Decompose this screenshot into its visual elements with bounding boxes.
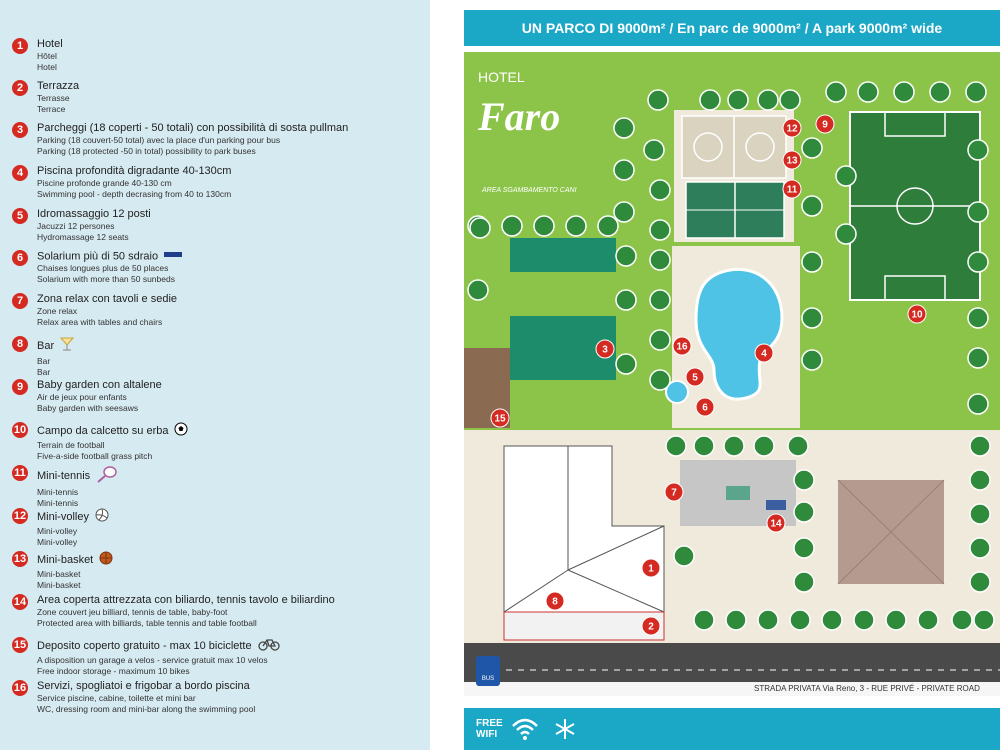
- legend-title: [37, 422, 188, 440]
- legend-number-marker: 16: [13, 682, 27, 694]
- tree-icon: [758, 90, 778, 110]
- terrace: [504, 612, 664, 640]
- tree-icon: [616, 290, 636, 310]
- legend-title-text: Idromassaggio 12 posti: [37, 208, 151, 220]
- legend-text: [37, 422, 188, 462]
- tree-icon: [616, 246, 636, 266]
- legend-title-text: Servizi, spogliatoi e frigobar a bordo piscina: [37, 680, 250, 692]
- map-marker-15: [491, 409, 509, 427]
- legend-french: Jacuzzi 12 persones: [37, 221, 115, 231]
- map-banner: UN PARCO DI 9000m² / En parc de 9000m² / A park 9000m² wide: [464, 10, 1000, 46]
- map-marker-5: [686, 368, 704, 386]
- legend-english: Hotel: [37, 62, 57, 72]
- legend-english: Protected area with billiards, table tennis and table football: [37, 618, 257, 628]
- legend-english: Mini-volley: [37, 537, 78, 547]
- legend-title: [37, 122, 348, 135]
- tree-icon: [802, 252, 822, 272]
- tree-icon: [566, 216, 586, 236]
- tree-icon: [968, 252, 988, 272]
- legend-english: Five-a-side football grass pitch: [37, 451, 153, 461]
- tree-icon: [648, 90, 668, 110]
- road-label: STRADA PRIVATA Via Reno, 3 - RUE PRIVÉ - PRIVATE ROAD: [754, 684, 980, 693]
- legend-title-text: Parcheggi (18 coperti - 50 totali) con possibilità di sosta pullman: [37, 122, 349, 134]
- tree-icon: [970, 436, 990, 456]
- map-marker-number: 10: [911, 309, 923, 321]
- legend-title-text: Mini-volley: [37, 510, 89, 523]
- tree-icon: [968, 394, 988, 414]
- legend-title-text: Zona relax con tavoli e sedie: [37, 293, 178, 305]
- legend-french: Terrain de football: [37, 440, 105, 450]
- cocktail-icon: [60, 336, 74, 356]
- tree-icon: [790, 610, 810, 630]
- legend-french: Zone couvert jeu billiard, tennis de table, baby-foot: [37, 607, 228, 617]
- legend-title: [37, 594, 335, 607]
- legend-number-marker: 12: [13, 510, 27, 522]
- tree-icon: [650, 370, 670, 390]
- legend-text: [37, 122, 348, 157]
- map-marker-16: [673, 337, 691, 355]
- legend-number-marker: 10: [13, 424, 27, 436]
- legend-french: Chaises longues plus de 50 places: [37, 263, 169, 274]
- tree-icon: [970, 470, 990, 490]
- map-marker-6: [696, 398, 714, 416]
- tree-icon: [794, 538, 814, 558]
- legend-title: [37, 336, 74, 356]
- legend-panel: [0, 0, 430, 750]
- tree-icon: [974, 610, 994, 630]
- legend-text: [37, 465, 118, 509]
- legend-number-marker: 7: [12, 293, 28, 309]
- legend-french: A disposition un garage a velos - service gratuit max 10 velos: [37, 655, 268, 665]
- legend-french: Service piscine, cabine, toilette et mini bar: [37, 693, 196, 703]
- map-marker-number: 13: [786, 155, 798, 167]
- map-marker-13: [783, 151, 801, 169]
- legend-title-text: Mini-basket: [37, 553, 94, 566]
- tree-icon: [614, 160, 634, 180]
- tree-icon: [726, 610, 746, 630]
- tree-icon: [616, 354, 636, 374]
- tree-icon: [894, 82, 914, 102]
- tree-icon: [858, 82, 878, 102]
- legend-title: [37, 465, 118, 487]
- tree-icon: [614, 202, 634, 222]
- map-marker-number: 1: [648, 563, 654, 575]
- legend-number-marker: 14: [13, 596, 27, 608]
- legend-text: [37, 551, 113, 591]
- map-marker-number: 9: [822, 119, 828, 131]
- tree-icon: [802, 308, 822, 328]
- tree-icon: [700, 90, 720, 110]
- legend-title: [37, 637, 280, 655]
- tree-icon: [794, 470, 814, 490]
- legend-number-marker: 4: [12, 165, 28, 181]
- legend-text: [37, 80, 79, 115]
- tree-icon: [802, 350, 822, 370]
- legend-text: [37, 250, 182, 285]
- tree-icon: [674, 546, 694, 566]
- tree-icon: [886, 610, 906, 630]
- tree-icon: [802, 138, 822, 158]
- tree-icon: [822, 610, 842, 630]
- tree-icon: [970, 504, 990, 524]
- hotel-logo-name: Faro: [478, 94, 561, 139]
- legend-english: Hydromassage 12 seats: [37, 232, 129, 242]
- legend-text: [37, 594, 335, 629]
- tree-icon: [470, 218, 490, 238]
- map-marker-number: 8: [552, 596, 558, 608]
- tree-icon: [502, 216, 522, 236]
- legend-french: Mini-basket: [37, 569, 81, 579]
- legend-text: [37, 637, 280, 677]
- map-marker-12: [783, 119, 801, 137]
- legend-title-text: Terrazza: [37, 80, 80, 92]
- bicycle-icon: [258, 637, 280, 655]
- legend-title-text: Hotel: [37, 38, 63, 50]
- legend-title-text: Piscina profondità digradante 40-130cm: [37, 165, 232, 177]
- legend-number-marker: 1: [12, 38, 28, 54]
- legend-english: Solarium with more than 50 sunbeds: [37, 274, 175, 285]
- legend-title-text: Campo da calcetto su erba: [37, 424, 169, 437]
- tree-icon: [754, 436, 774, 456]
- legend-french: Mini-tennis: [37, 487, 79, 497]
- map-marker-2: [642, 617, 660, 635]
- tree-icon: [788, 436, 808, 456]
- map-marker-1: [642, 559, 660, 577]
- tree-icon: [694, 436, 714, 456]
- legend-english: Baby garden with seesaws: [37, 403, 139, 413]
- map-marker-number: 16: [676, 341, 688, 353]
- map-marker-number: 11: [786, 184, 798, 196]
- legend-english: Mini-basket: [37, 580, 81, 590]
- map-marker-10: [908, 305, 926, 323]
- tree-icon: [970, 572, 990, 592]
- legend-title: [37, 551, 113, 569]
- tree-icon: [826, 82, 846, 102]
- tree-icon: [968, 348, 988, 368]
- legend-french: Parking (18 couvert-50 total) avec la place d'un parking pour bus: [37, 135, 281, 145]
- tree-icon: [780, 90, 800, 110]
- map-marker-3: [596, 340, 614, 358]
- legend-number-marker: 15: [13, 639, 27, 651]
- legend-number-marker: 8: [12, 336, 28, 352]
- snowflake-icon: [554, 718, 576, 740]
- legend-title-text: Mini-tennis: [37, 469, 91, 482]
- legend-french: Piscine profonde grande 40-130 cm: [37, 178, 172, 188]
- tree-icon: [650, 330, 670, 350]
- hotel-logo-prefix: HOTEL: [478, 69, 525, 85]
- area-label: AREA SGAMBAMENTO CANI: [482, 187, 577, 194]
- legend-english: Swimming pool - depth decrasing from 40 to 130cm: [37, 189, 232, 199]
- legend-title-text: Solarium più di 50 sdraio: [37, 250, 159, 263]
- tree-icon: [794, 572, 814, 592]
- legend-text: [37, 508, 109, 548]
- legend-english: Bar: [37, 367, 51, 377]
- legend-text: [37, 208, 151, 243]
- map-marker-number: 5: [692, 372, 698, 384]
- legend-text: [37, 336, 74, 378]
- map-marker-number: 4: [761, 348, 767, 360]
- wifi-icon: [510, 716, 540, 742]
- map-marker-14: [767, 514, 785, 532]
- map-marker-8: [546, 592, 564, 610]
- legend-text: [37, 165, 231, 200]
- legend-title: [37, 165, 231, 178]
- legend-title-text: Deposito coperto gratuito - max 10 biciclette: [37, 639, 252, 652]
- map-marker-number: 6: [702, 402, 708, 414]
- legend-number-marker: 6: [12, 250, 28, 266]
- tree-icon: [966, 82, 986, 102]
- tree-icon: [802, 196, 822, 216]
- soccer-ball-icon: [174, 422, 188, 440]
- map-drawing: [464, 0, 1000, 708]
- tree-icon: [534, 216, 554, 236]
- tree-icon: [614, 118, 634, 138]
- tennis-racket-icon: [96, 465, 118, 487]
- tree-icon: [650, 220, 670, 240]
- legend-number-marker: 5: [12, 208, 28, 224]
- legend-title: [37, 293, 177, 306]
- legend-english: Free indoor storage - maximum 10 bikes: [37, 666, 190, 676]
- legend-english: Terrace: [37, 104, 66, 114]
- legend-title: [37, 250, 182, 263]
- legend-french: Mini-volley: [37, 526, 78, 536]
- legend-number-marker: 2: [12, 80, 28, 96]
- map-marker-number: 14: [770, 518, 782, 530]
- tree-icon: [970, 538, 990, 558]
- tree-icon: [968, 202, 988, 222]
- legend-title: [37, 680, 255, 693]
- legend-text: [37, 293, 177, 328]
- map-marker-7: [665, 483, 683, 501]
- tree-icon: [598, 216, 618, 236]
- legend-english: Relax area with tables and chairs: [37, 317, 163, 327]
- legend-title-text: Baby garden con altalene: [37, 379, 162, 391]
- sunbed-icon: [164, 250, 182, 263]
- free-wifi-label: FREE WIFI: [476, 718, 503, 740]
- site-map: [464, 0, 1000, 750]
- basketball-icon: [99, 551, 113, 569]
- tree-icon: [650, 290, 670, 310]
- tree-icon: [468, 280, 488, 300]
- tree-icon: [724, 436, 744, 456]
- tree-icon: [836, 166, 856, 186]
- tree-icon: [650, 250, 670, 270]
- legend-title: [37, 38, 63, 51]
- legend-number-marker: 11: [12, 465, 28, 481]
- legend-english: Parking (18 protected -50 in total) possibility to park buses: [37, 146, 256, 156]
- legend-text: [37, 38, 63, 73]
- map-marker-number: 3: [602, 344, 608, 356]
- map-marker-9: [816, 115, 834, 133]
- bus-stop-label: BUS: [481, 676, 495, 682]
- map-marker-number: 7: [671, 487, 677, 499]
- footer-bar: [464, 708, 1000, 750]
- legend-text: [37, 379, 162, 414]
- tree-icon: [930, 82, 950, 102]
- legend-title: [37, 80, 79, 93]
- legend-title: [37, 379, 162, 392]
- legend-title-text: Bar: [37, 339, 55, 352]
- map-marker-number: 12: [786, 123, 798, 135]
- legend-french: Bar: [37, 356, 51, 366]
- tree-icon: [650, 180, 670, 200]
- tree-icon: [968, 308, 988, 328]
- tree-icon: [952, 610, 972, 630]
- legend-french: Terrasse: [37, 93, 70, 103]
- legend-title: [37, 208, 151, 221]
- tree-icon: [694, 610, 714, 630]
- tree-icon: [644, 140, 664, 160]
- tree-icon: [666, 436, 686, 456]
- legend-french: Zone relax: [37, 306, 78, 316]
- legend-english: Mini-tennis: [37, 498, 79, 508]
- map-marker-number: 2: [648, 621, 654, 633]
- legend-french: Hôtel: [37, 51, 57, 61]
- map-marker-number: 15: [494, 413, 506, 425]
- map-marker-11: [783, 180, 801, 198]
- tree-icon: [794, 502, 814, 522]
- legend-english: WC, dressing room and mini-bar along the swimming pool: [37, 704, 256, 714]
- tree-icon: [918, 610, 938, 630]
- tree-icon: [854, 610, 874, 630]
- tree-icon: [836, 224, 856, 244]
- legend-number-marker: 9: [12, 379, 28, 395]
- legend-text: [37, 680, 255, 715]
- covered-parking-1: [510, 238, 616, 272]
- volleyball-icon: [95, 508, 109, 526]
- legend-number-marker: 3: [12, 122, 28, 138]
- legend-title: [37, 508, 109, 526]
- map-marker-4: [755, 344, 773, 362]
- legend-french: Air de jeux pour enfants: [37, 392, 127, 402]
- tree-icon: [728, 90, 748, 110]
- tree-icon: [968, 140, 988, 160]
- legend-number-marker: 13: [13, 553, 27, 565]
- legend-title-text: Area coperta attrezzata con biliardo, tennis tavolo e biliardino: [37, 594, 335, 606]
- tree-icon: [758, 610, 778, 630]
